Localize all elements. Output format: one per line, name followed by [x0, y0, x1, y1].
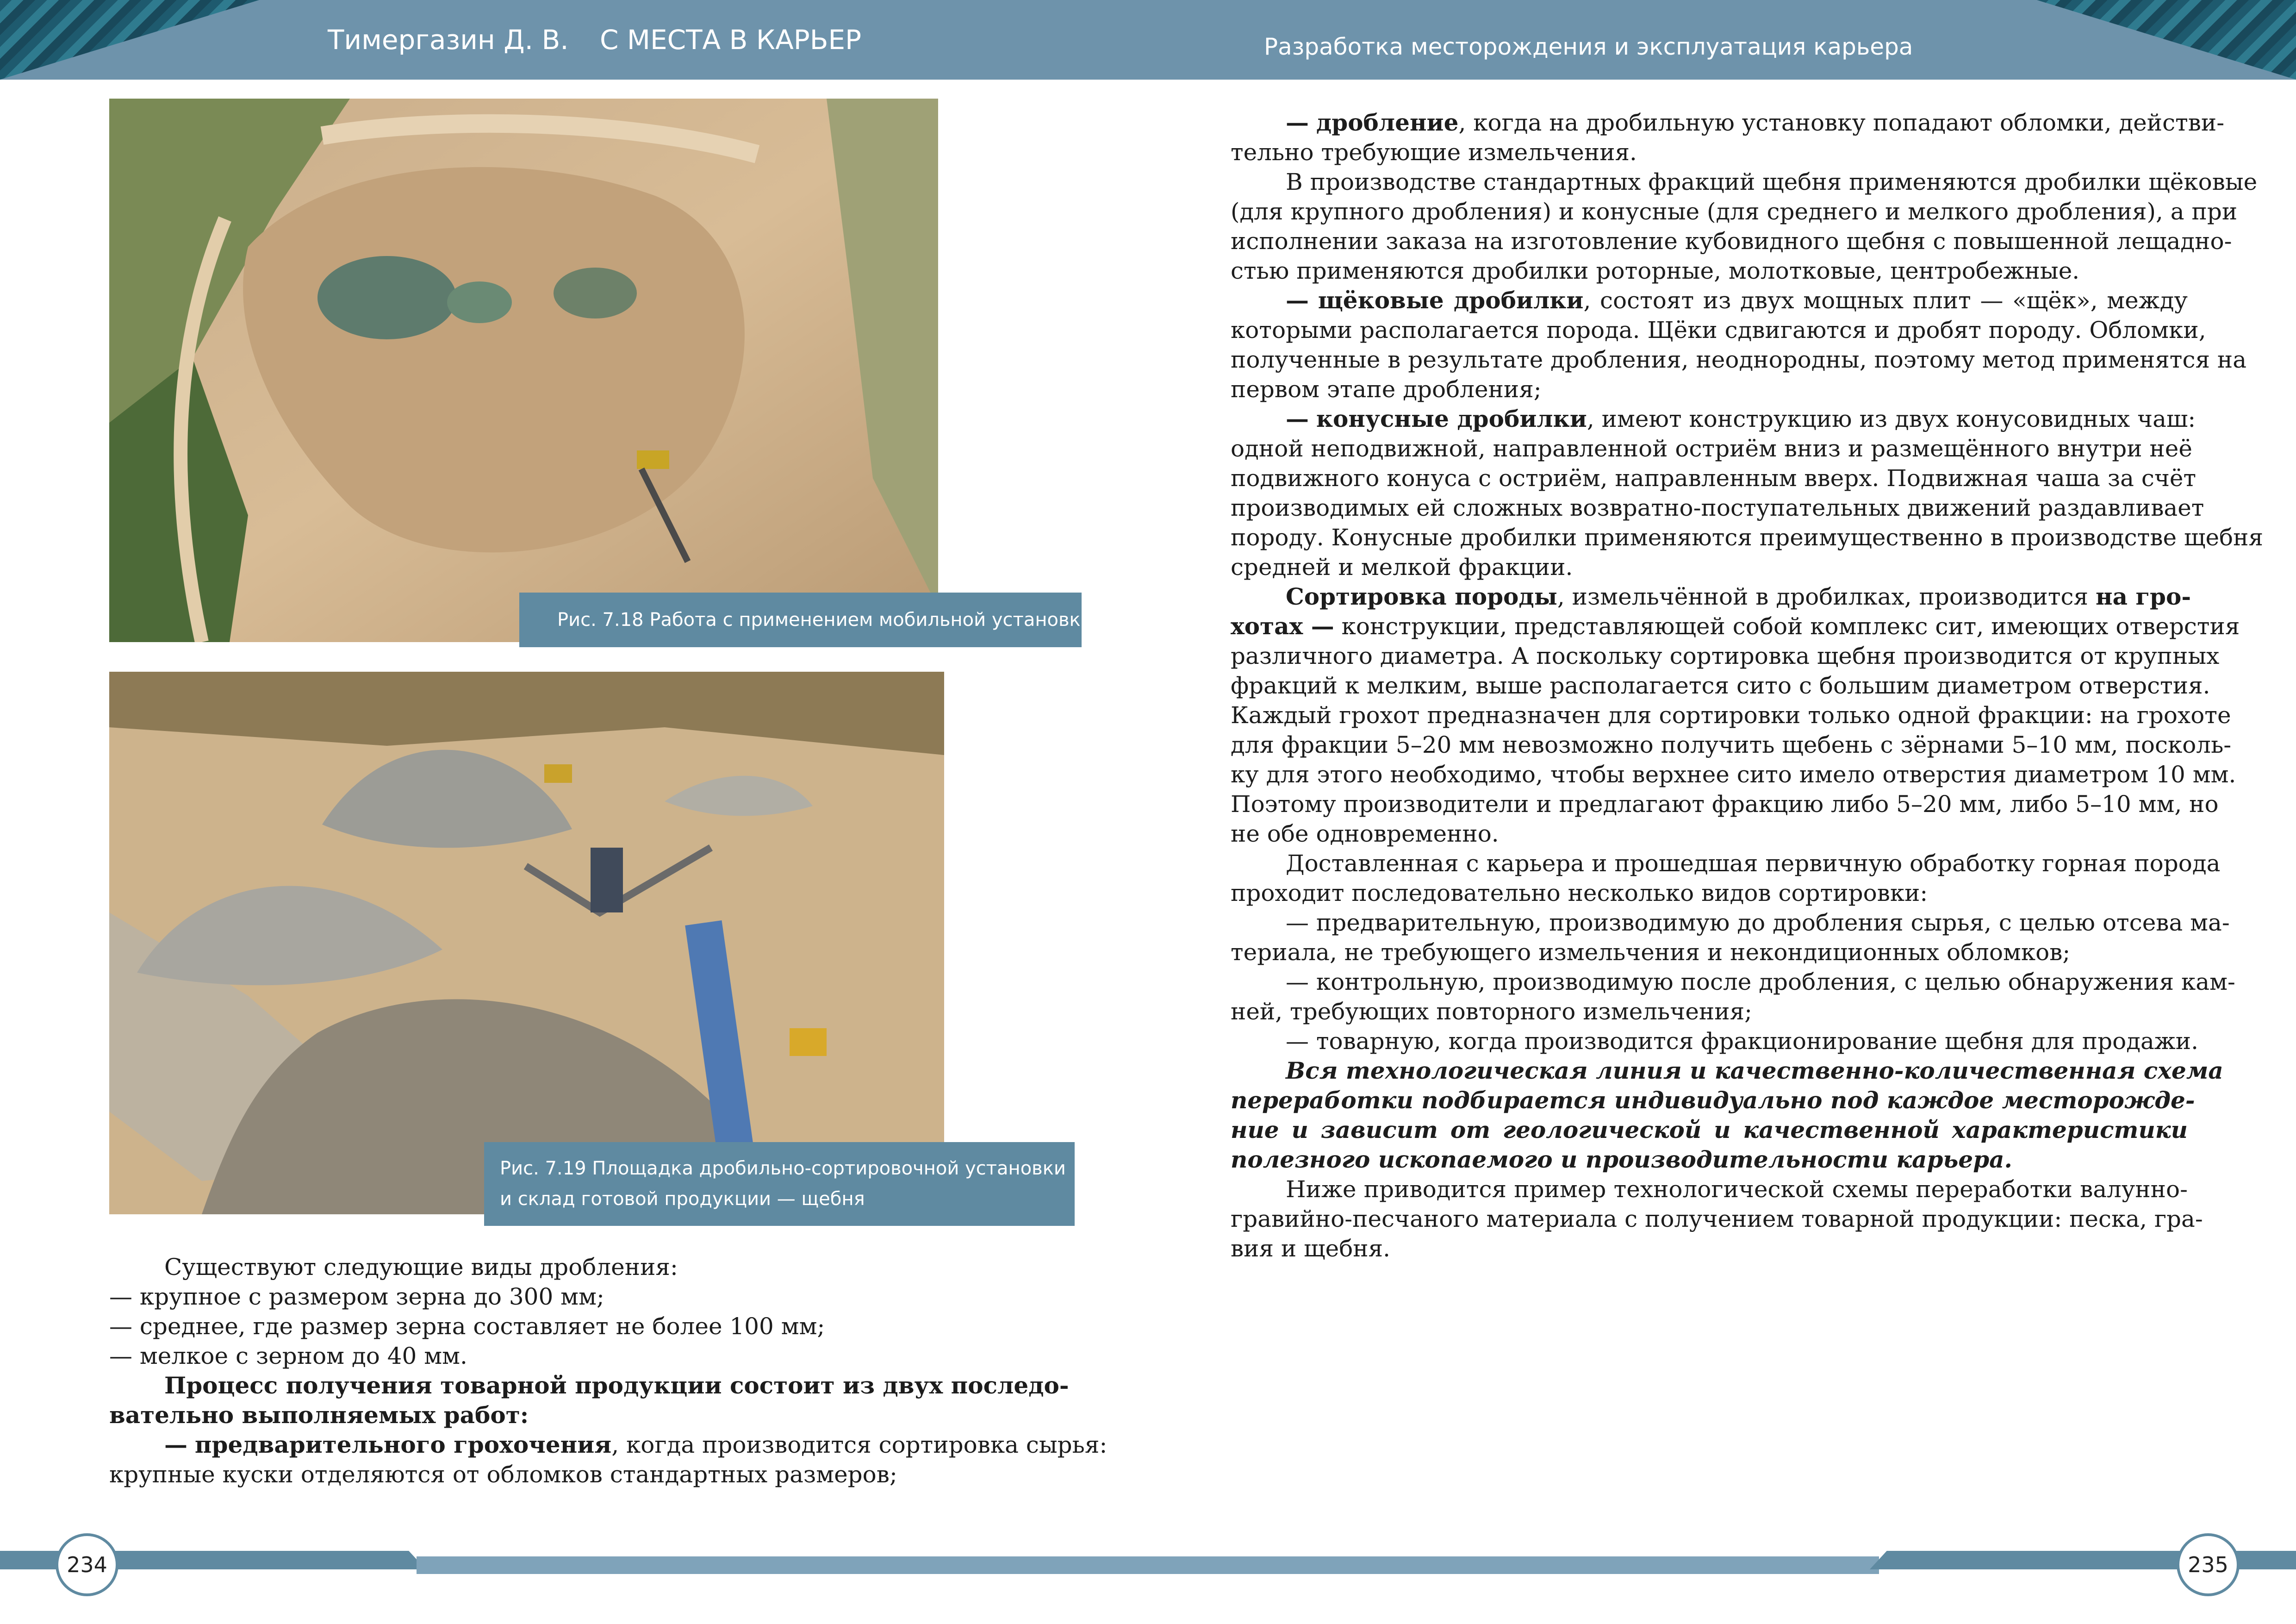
- text-run: , имеют конструкцию из двух конусовидных чаш:: [1587, 406, 2196, 432]
- bold-text: Процесс получения товарной продукции состоит из двух последо-: [164, 1372, 1069, 1399]
- text-line: (для крупного дробления) и конусные (для среднего и мелкого дробления), а при: [1231, 198, 2238, 225]
- page-number-left: 234: [56, 1533, 118, 1596]
- bold-text: —: [1286, 405, 1309, 432]
- figure-7-19-crushing-site-photo: [109, 672, 944, 1214]
- text-line: переработки подбирается индивидуально под каждое месторожде-: [1231, 1087, 2195, 1114]
- bold-text: дробление: [1316, 109, 1459, 136]
- text-line: породу. Конусные дробилки применяются преимущественно в производстве щебня: [1231, 524, 2264, 551]
- text-line: — среднее, где размер зерна составляет не более 100 мм;: [109, 1313, 825, 1340]
- caption-text-line-1: Рис. 7.19 Площадка дробильно-сортировочной установки: [500, 1158, 1066, 1179]
- header-author: Тимергазин Д. В.: [328, 24, 569, 56]
- bold-text: предварительного грохочения: [194, 1431, 612, 1458]
- text-line: для фракции 5–20 мм невозможно получить щебень с зёрнами 5–10 мм, посколь-: [1231, 731, 2232, 758]
- text-line: гравийно-песчаного материала с получением товарной продукции: песка, гра-: [1231, 1206, 2203, 1232]
- text-line: Ниже приводится пример технологической схемы переработки валунно-: [1286, 1176, 2188, 1203]
- text-line: — контрольную, производимую после дробления, с целью обнаружения кам-: [1286, 968, 2235, 995]
- text-line: различного диаметра. А поскольку сортировка щебня производится от крупных: [1231, 643, 2220, 669]
- text-line: [109, 1400, 1066, 1430]
- text-line: Каждый грохот предназначен для сортировки только одной фракции: на грохоте: [1231, 702, 2231, 729]
- text-line: стью применяются дробилки роторные, молотковые, центробежные.: [1231, 257, 2080, 284]
- text-line: — мелкое с зерном до 40 мм.: [109, 1343, 467, 1369]
- bold-text: —: [1286, 287, 1309, 314]
- header-chapter-title: Разработка месторождения и эксплуатация карьера: [1264, 33, 1913, 60]
- page-header: [0, 0, 2296, 80]
- text-run: , измельчённой в дробилках, производится: [1557, 583, 2089, 610]
- text-line: Доставленная с карьера и прошедшая первичную обработку горная порода: [1286, 850, 2221, 877]
- footer-band-middle: [417, 1556, 1879, 1574]
- bold-text: конусные дробилки: [1316, 405, 1587, 432]
- text-line: фракций к мелким, выше располагается сито с большим диаметром отверстия.: [1231, 672, 2210, 699]
- text-line: териала, не требующего измельчения и некондиционных обломков;: [1231, 939, 2071, 966]
- text-line: [1286, 286, 2188, 315]
- text-line: [164, 1371, 1069, 1400]
- text-line: Поэтому производители и предлагают фракцию либо 5–20 мм, либо 5–10 мм, но: [1231, 791, 2219, 818]
- text-line: тельно требующие измельчения.: [1231, 139, 1637, 166]
- banknote-pattern-right: [2037, 0, 2296, 80]
- bold-text: на гро-: [2096, 583, 2191, 610]
- text-line: средней и мелкой фракции.: [1231, 554, 1573, 581]
- bold-text: хотах —: [1231, 612, 1334, 640]
- figure-7-18-caption: [519, 593, 1093, 647]
- bold-text: —: [164, 1431, 187, 1458]
- text-line: одной неподвижной, направленной остриём вниз и размещённого внутри неё: [1231, 435, 2192, 462]
- text-line: [1231, 612, 2240, 641]
- text-run: , когда на дробильную установку попадают обломки, действи-: [1458, 109, 2225, 136]
- figure-7-18-quarry-photo: [109, 99, 938, 642]
- bold-text: —: [1286, 109, 1309, 136]
- text-line: — товарную, когда производится фракционирование щебня для продажи.: [1286, 1028, 2199, 1055]
- text-line: полученные в результате дробления, неоднородны, поэтому метод применятся на: [1231, 346, 2247, 373]
- text-line: вия и щебня.: [1231, 1235, 1391, 1262]
- text-run: конструкции, представляющей собой комплекс сит, имеющих отверстия: [1341, 613, 2240, 640]
- text-run: , состоят из двух мощных плит — «щёк», между: [1583, 287, 2188, 314]
- figure-7-19-caption: [484, 1142, 1075, 1226]
- text-line: проходит последовательно несколько видов сортировки:: [1231, 880, 1928, 906]
- text-line: ние и зависит от геологической и качественной характеристики: [1231, 1116, 2188, 1143]
- caption-text: Рис. 7.18 Работа с применением мобильной установки: [557, 609, 1093, 631]
- page-number-right: 235: [2177, 1533, 2240, 1596]
- text-line: исполнении заказа на изготовление кубовидного щебня с повышенной лещадно-: [1231, 228, 2232, 255]
- text-line: [1286, 404, 2196, 434]
- text-line: не обе одновременно.: [1231, 820, 1499, 847]
- text-line: Вся технологическая линия и качественно-количественная схема: [1286, 1057, 2223, 1084]
- text-line: ней, требующих повторного измельчения;: [1231, 998, 1752, 1025]
- bold-text: щёковые дробилки: [1318, 287, 1584, 314]
- caption-text-line-2: и склад готовой продукции — щебня: [500, 1188, 865, 1210]
- header-book-title: С МЕСТА В КАРЬЕР: [600, 24, 862, 56]
- text-line: ку для этого необходимо, чтобы верхнее сито имело отверстия диаметром 10 мм.: [1231, 761, 2236, 788]
- text-line: первом этапе дробления;: [1231, 376, 1542, 403]
- banknote-pattern-left: [0, 0, 259, 80]
- text-line: [1286, 108, 2225, 137]
- bold-text: Сортировка породы: [1286, 583, 1557, 610]
- text-line: [164, 1430, 1108, 1460]
- text-line: полезного ископаемого и производительности карьера.: [1231, 1146, 2012, 1173]
- text-run: , когда производится сортировка сырья:: [611, 1431, 1108, 1458]
- text-line: — предварительную, производимую до дробления сырья, с целью отсева ма-: [1286, 909, 2230, 936]
- text-line: крупные куски отделяются от обломков стандартных размеров;: [109, 1461, 897, 1488]
- text-line: Существуют следующие виды дробления:: [164, 1254, 678, 1280]
- text-line: [1286, 582, 2191, 612]
- text-line: В производстве стандартных фракций щебня применяются дробилки щёковые: [1286, 169, 2258, 195]
- bold-text: вательно выполняемых работ:: [109, 1401, 529, 1429]
- text-line: которыми располагается порода. Щёки сдвигаются и дробят породу. Обломки,: [1231, 317, 2206, 344]
- text-line: производимых ей сложных возвратно-поступательных движений раздавливает: [1231, 494, 2204, 521]
- text-line: подвижного конуса с остриём, направленным вверх. Подвижная чаша за счёт: [1231, 465, 2196, 492]
- text-line: — крупное с размером зерна до 300 мм;: [109, 1283, 604, 1310]
